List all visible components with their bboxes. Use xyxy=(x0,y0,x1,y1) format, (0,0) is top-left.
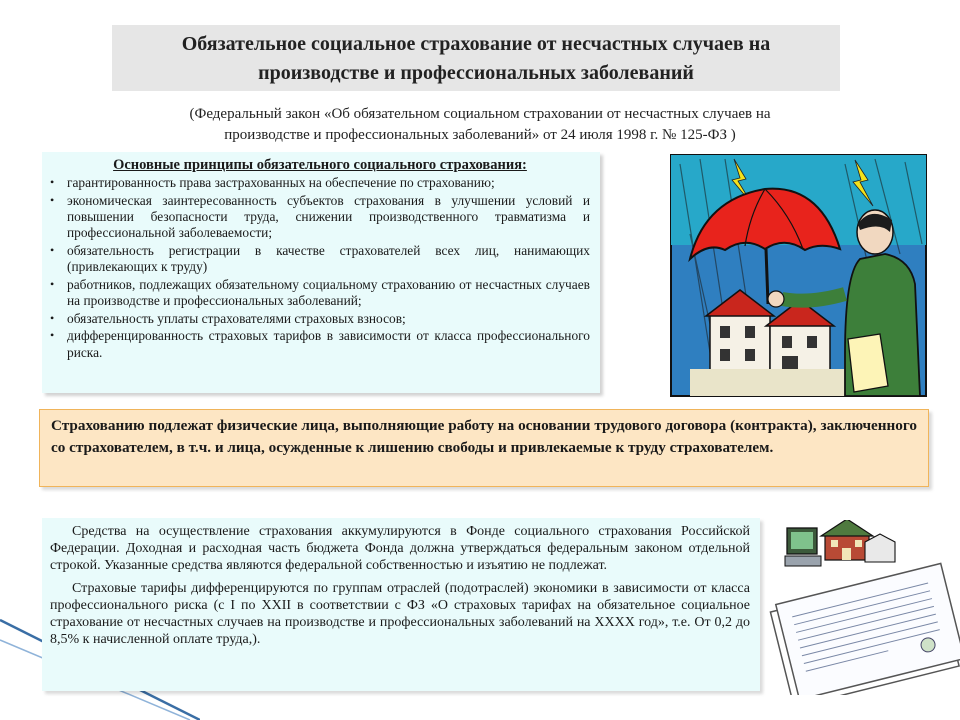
principles-box xyxy=(42,152,600,393)
computer-house-documents-illustration xyxy=(765,520,960,695)
bullet-icon: • xyxy=(50,175,55,189)
page-title-line2: производстве и профессиональных заболеваний xyxy=(258,62,694,84)
principle-text: гарантированность права застрахованных на обеспечение по страхованию; xyxy=(67,175,495,190)
principle-item xyxy=(50,328,590,360)
principles-heading: Основные принципы обязательного социального страхования: xyxy=(113,157,527,173)
bullet-icon: • xyxy=(50,192,55,207)
principle-text: обязательность регистрации в качестве страхователей всех лиц, нанимающих (привлекающих к труду) xyxy=(67,242,590,275)
insured-persons-text: Страхованию подлежат физические лица, выполняющие работу на основании трудового договора (контракта), заключенного со страхователем, в т.ч. и лица, осужденные к лишению свободы и привлекаемые к труду страхователем. xyxy=(51,417,917,456)
principle-item xyxy=(50,277,590,309)
principle-item xyxy=(50,175,590,191)
insured-persons-note xyxy=(39,409,929,487)
funds-paragraph-1: Средства на осуществление страхования аккумулируются в Фонде социального страхования Российской Федерации. Доходная и расходная часть бюджета Фонда должна утверждаться федеральным законом отдельной строкой. Указанные средства являются федеральной собственностью и изъятию не подлежат. xyxy=(50,524,750,573)
principle-text: дифференцированность страховых тарифов в зависимости от класса профессионального риска. xyxy=(67,328,590,360)
bullet-icon: • xyxy=(50,242,55,257)
umbrella-man-illustration xyxy=(670,154,927,397)
funds-paragraph-2: Страховые тарифы дифференцируются по группам отраслей (подотраслей) экономики в зависимости от класса профессионального риска (с I по XXII в соответствии с ФЗ «О страховых тарифах на обязательное социальное страхование от несчастных случаев на производстве и профессиональных заболеваний на XXXX год», т.е. От 0,2 до 8,5% к начисленной оплате труда,). xyxy=(50,581,750,647)
law-reference xyxy=(95,104,865,146)
bullet-icon: • xyxy=(50,310,55,325)
page-title xyxy=(112,25,840,91)
page-title-line1: Обязательное социальное страхование от несчастных случаев на xyxy=(181,33,771,55)
principle-text: работников, подлежащих обязательному социальному страхованию от несчастных случаев на производстве и профессиональных заболеваний; xyxy=(67,276,590,308)
funds-box xyxy=(42,518,760,691)
principle-item xyxy=(50,311,590,327)
law-reference-line1: (Федеральный закон «Об обязательном социальном страховании от несчастных случаев на xyxy=(189,106,771,122)
bullet-icon: • xyxy=(50,276,55,291)
bullet-icon: • xyxy=(50,328,55,343)
law-reference-line2: производстве и профессиональных заболеваний» от 24 июля 1998 г. № 125-ФЗ ) xyxy=(224,127,736,143)
principle-text: обязательность уплаты страхователями страховых взносов; xyxy=(67,310,406,326)
principle-item xyxy=(50,243,590,275)
principle-item xyxy=(50,193,590,242)
principle-text: экономическая заинтересованность субъектов страхования в улучшении условий и повышении безопасности труда, снижении производственного травматизма и профессиональной заболеваемости; xyxy=(67,192,590,241)
principles-list xyxy=(50,175,590,361)
